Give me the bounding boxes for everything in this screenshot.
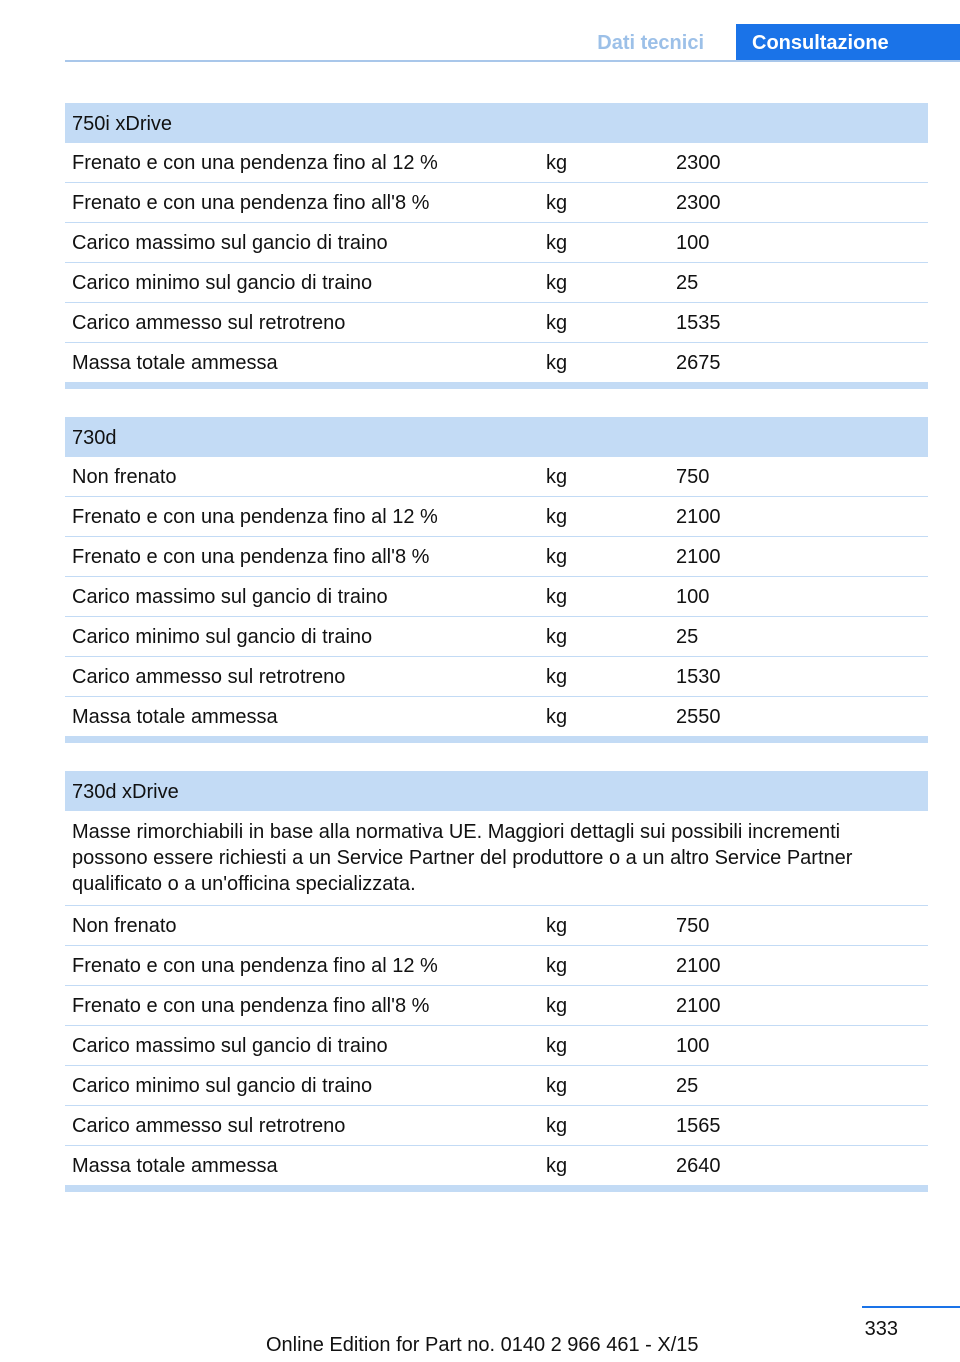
row-unit: kg — [546, 152, 568, 174]
row-value: 2100 — [676, 955, 721, 977]
row-value: 25 — [676, 1075, 699, 1097]
table-row — [65, 497, 928, 537]
table-row — [65, 537, 928, 577]
table-row — [65, 343, 928, 383]
row-unit: kg — [546, 192, 568, 214]
row-unit: kg — [546, 546, 568, 568]
row-value: 25 — [676, 272, 699, 294]
row-label: Carico ammesso sul retrotreno — [72, 666, 346, 688]
row-label: Massa totale ammessa — [72, 352, 278, 374]
row-unit: kg — [546, 272, 568, 294]
row-label: Carico ammesso sul retrotreno — [72, 312, 346, 334]
row-label: Frenato e con una pendenza fino al 12 % — [72, 152, 438, 174]
table-row — [65, 657, 928, 697]
row-unit: kg — [546, 955, 568, 977]
row-label: Carico minimo sul gancio di traino — [72, 1075, 373, 1097]
row-unit: kg — [546, 506, 568, 528]
row-value: 2100 — [676, 506, 721, 528]
row-unit: kg — [546, 626, 568, 648]
table-row — [65, 577, 928, 617]
row-unit: kg — [546, 466, 568, 488]
row-unit: kg — [546, 232, 568, 254]
row-unit: kg — [546, 1155, 568, 1177]
row-value: 2550 — [676, 706, 721, 728]
row-unit: kg — [546, 312, 568, 334]
row-label: Carico minimo sul gancio di traino — [72, 626, 373, 648]
table-row — [65, 946, 928, 986]
row-value: 2300 — [676, 192, 721, 214]
table-row — [65, 697, 928, 737]
table-row — [65, 263, 928, 303]
table-end-bar — [65, 383, 928, 389]
row-label: Carico massimo sul gancio di traino — [72, 1035, 388, 1057]
table-row — [65, 1106, 928, 1146]
table-end-bar — [65, 737, 928, 743]
table-row — [65, 303, 928, 343]
row-value: 100 — [676, 1035, 710, 1057]
row-label: Carico massimo sul gancio di traino — [72, 232, 388, 254]
row-value: 2100 — [676, 546, 721, 568]
row-value: 750 — [676, 915, 710, 937]
row-value: 2675 — [676, 352, 721, 374]
table-row — [65, 1026, 928, 1066]
footer-divider — [862, 1306, 960, 1308]
table-row — [65, 986, 928, 1026]
table-row — [65, 143, 928, 183]
row-value: 2100 — [676, 995, 721, 1017]
table-title: 750i xDrive — [65, 103, 928, 143]
row-label: Massa totale ammessa — [72, 1155, 278, 1177]
table-730d — [65, 417, 928, 743]
page-header — [0, 0, 960, 62]
row-value: 2300 — [676, 152, 721, 174]
table-750i-xdrive — [65, 103, 928, 389]
row-value: 100 — [676, 586, 710, 608]
row-label: Non frenato — [72, 915, 177, 937]
row-label: Frenato e con una pendenza fino all'8 % — [72, 192, 430, 214]
table-row — [65, 183, 928, 223]
row-unit: kg — [546, 1035, 568, 1057]
header-divider — [65, 60, 960, 62]
table-row — [65, 457, 928, 497]
row-value: 2640 — [676, 1155, 721, 1177]
row-value: 1535 — [676, 312, 721, 334]
page-content — [65, 103, 928, 1220]
row-unit: kg — [546, 915, 568, 937]
row-unit: kg — [546, 995, 568, 1017]
page-number: 333 — [864, 1318, 898, 1340]
section-label: Dati tecnici — [597, 32, 704, 54]
chapter-label: Consultazione — [736, 24, 960, 60]
table-row — [65, 617, 928, 657]
table-note: Masse rimorchiabili in base alla normativa UE. Maggiori dettagli sui possibili incrementi possono essere richiesti a un Service Partner del produttore o a un altro Service Partner qualificato o a un'officina specializzata. — [65, 811, 928, 906]
row-label: Massa totale ammessa — [72, 706, 278, 728]
row-unit: kg — [546, 352, 568, 374]
edition-text: Online Edition for Part no. 0140 2 966 461 - X/15 — [266, 1334, 699, 1356]
row-label: Carico ammesso sul retrotreno — [72, 1115, 346, 1137]
row-unit: kg — [546, 666, 568, 688]
table-730d-xdrive — [65, 771, 928, 1192]
row-value: 1530 — [676, 666, 721, 688]
row-value: 100 — [676, 232, 710, 254]
row-label: Carico minimo sul gancio di traino — [72, 272, 373, 294]
row-value: 25 — [676, 626, 699, 648]
row-label: Frenato e con una pendenza fino al 12 % — [72, 506, 438, 528]
table-row — [65, 1146, 928, 1186]
row-value: 1565 — [676, 1115, 721, 1137]
table-row — [65, 906, 928, 946]
row-value: 750 — [676, 466, 710, 488]
table-end-bar — [65, 1186, 928, 1192]
table-title: 730d — [65, 417, 928, 457]
row-label: Carico massimo sul gancio di traino — [72, 586, 388, 608]
row-label: Non frenato — [72, 466, 177, 488]
row-unit: kg — [546, 1115, 568, 1137]
row-unit: kg — [546, 1075, 568, 1097]
row-unit: kg — [546, 586, 568, 608]
table-row — [65, 1066, 928, 1106]
row-unit: kg — [546, 706, 568, 728]
row-label: Frenato e con una pendenza fino all'8 % — [72, 546, 430, 568]
table-title: 730d xDrive — [65, 771, 928, 811]
row-label: Frenato e con una pendenza fino all'8 % — [72, 995, 430, 1017]
row-label: Frenato e con una pendenza fino al 12 % — [72, 955, 438, 977]
table-row — [65, 223, 928, 263]
